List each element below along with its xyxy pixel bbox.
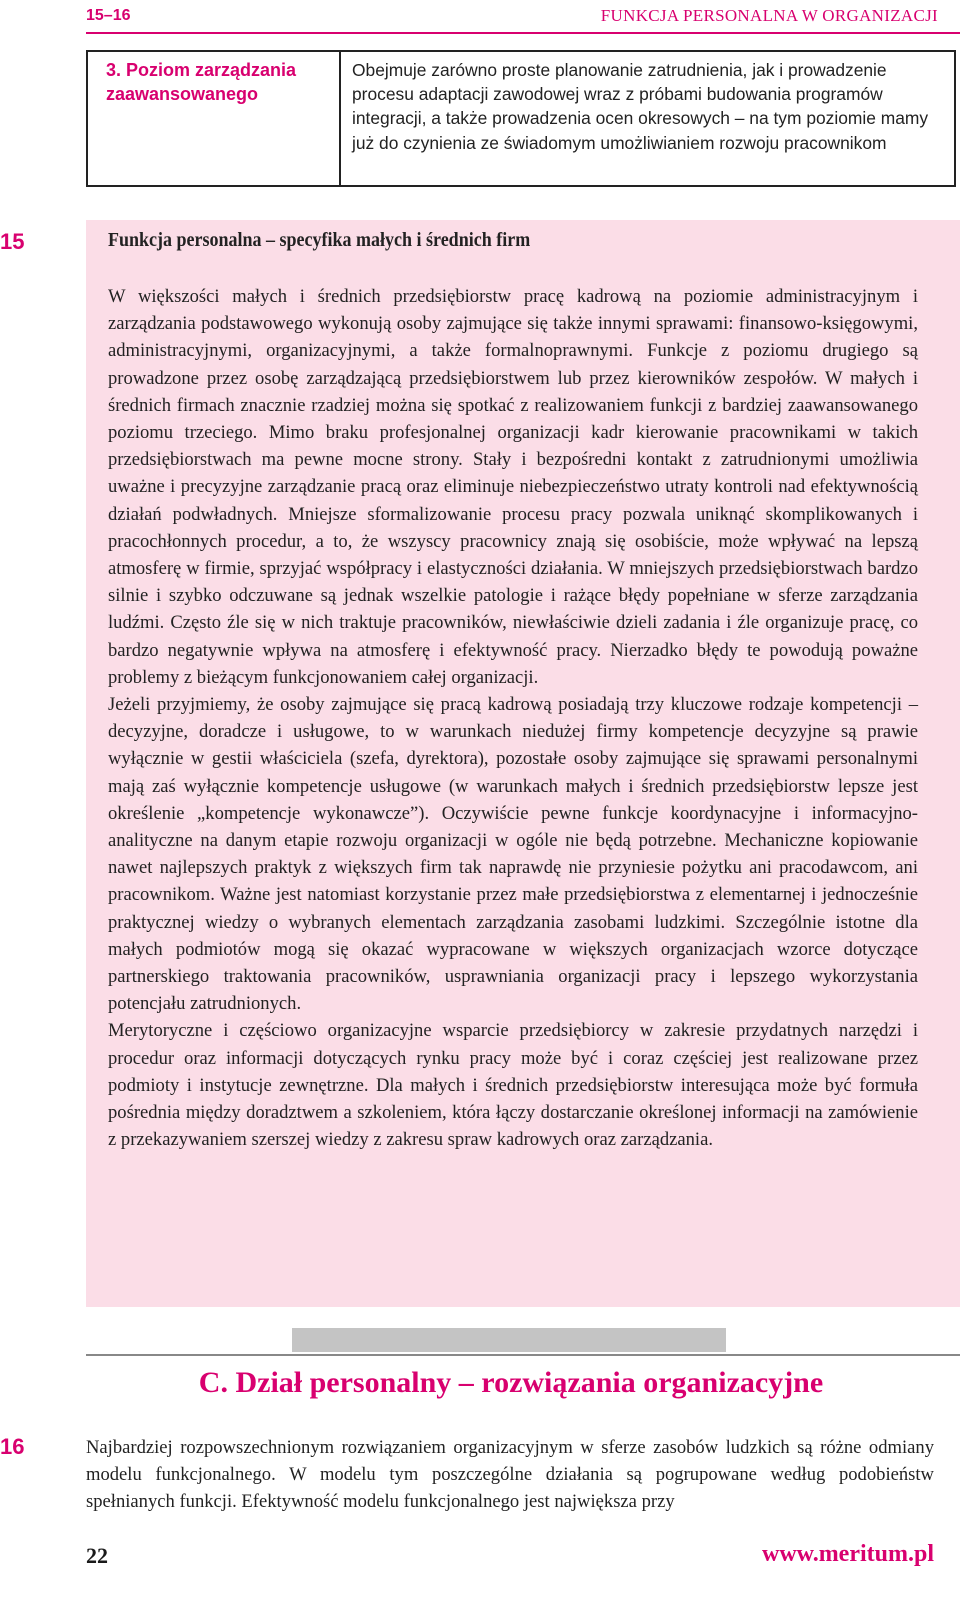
paragraph: Merytoryczne i częściowo organizacyjne wsparcie przedsiębiorcy w zakresie przydatnych narzędzi i procedur oraz informacji dotyczących rynku pracy może być i coraz częściej jest realizowane przez podmioty i instytucje zewnętrzne. Dla małych i średnich przedsiębiorstw interesująca może być formuła pośrednia między doradztwem a szkoleniem, która łączy dostarczanie określonej informacji na zamówienie z przekazywaniem szerszej wiedzy z zakresu spraw kadrowych oraz zarządzania.	[108, 1020, 918, 1151]
section-title: Funkcja personalna – specyfika małych i średnich firm	[108, 229, 531, 251]
website-link[interactable]: www.meritum.pl	[762, 1541, 934, 1567]
page-number: 22	[86, 1543, 108, 1568]
section-body	[108, 283, 918, 1154]
header-chapter-title: FUNKCJA PERSONALNA W ORGANIZACJI	[600, 6, 938, 25]
paragraph-number-16: 16	[0, 1434, 25, 1459]
header-page-range: 15–16	[86, 7, 131, 24]
chapter-rule	[86, 1354, 960, 1356]
table-divider	[339, 52, 341, 185]
section-16-body	[86, 1434, 934, 1516]
paragraph: Jeżeli przyjmiemy, że osoby zajmujące się pracą kadrową posiadają trzy kluczowe rodzaje kompetencji – decyzyjne, doradcze i usługowe, to w warunkach niedużej firmy kompetencje decyzyjne są prawie wyłącznie w gestii właściciela (szefa, dyrektora), pozostałe osoby zajmujące się sprawami personalnymi mają zaś wyłącznie kompetencje usługowe (w warunkach małych i średnich przedsiębiorstw lepsze jest określenie „kompetencje wykonawcze”). Oczywiście pewne funkcje koordynacyjne i informacyjno-analityczne na danym etapie rozwoju organizacji w ogóle nie będą potrzebne. Mechaniczne kopiowanie nawet najlepszych praktyk z większych firm tak naprawdę nie przyniesie pożytku ani pracodawcom, ani pracownikom. Ważne jest natomiast korzystanie przez małe przedsiębiorstwa z elementarnej i jednocześnie praktycznej wiedzy o wybranych elementach zarządzania zasobami ludzkimi. Szczególnie istotne dla małych podmiotów mogą się okazać wypracowane w większych organizacjach wzorce dotyczące partnerskiego traktowania pracowników, usprawniania organizacji pracy i lepszego wykorzystania potencjału zatrudnionych.	[108, 694, 918, 1015]
chapter-heading: C. Dział personalny – rozwiązania organizacyjne	[198, 1366, 824, 1399]
levels-table-row	[86, 50, 956, 187]
paragraph: W większości małych i średnich przedsiębiorstw pracę kadrową na poziomie administracyjnym i zarządzania podstawowego wykonują osoby zajmujące się także innymi sprawami: finansowo-księgowymi, administracyjnymi, organizacyjnymi, a także formalnoprawnymi. Funkcje z poziomu drugiego są prowadzone przez osobę zarządzającą przedsiębiorstwem lub przez kierowników zespołów. W małych i średnich firmach znacznie rzadziej można się spotkać z realizowaniem funkcji z bardziej zaawansowanego poziomu trzeciego. Mimo braku profesjonalnej organizacji kadr kierowanie pracownikami w takich przedsiębiorstwach ma pewne mocne strony. Stały i bezpośredni kontakt z zatrudnionymi umożliwia uważne i precyzyjne zarządzanie pracą oraz eliminuje niebezpieczeństwo utraty kontroli nad efektywnością działań podwładnych. Mniejsze sformalizowanie procesu pracy pozwala uniknąć skomplikowanych i pracochłonnych procedur, a to, że wszyscy pracownicy znają się osobiście, może wpływać na lepszą atmosferę w firmie, sprzyjać współpracy i elastyczności działania. W mniejszych przedsiębiorstwach bardzo silnie i szybko odczuwane są jednak wszelkie patologie i rażące błędy popełniane w sferze zarządzania ludźmi. Często źle się w nich traktuje pracowników, niewłaściwie dzieli zadania i źle organizuje pracę, co bardzo negatywnie wpływa na atmosferę i efektywność pracy. Nierzadko błędy te powodują poważne problemy z bieżącym funkcjonowaniem całej organizacji.	[108, 286, 918, 688]
paragraph: Najbardziej rozpowszechnionym rozwiązaniem organizacyjnym w sferze zasobów ludzkich są różne odmiany modelu funkcjonalnego. W modelu tym poszczególne działania są pogrupowane według podobieństw spełnianych funkcji. Efektywność modelu funkcjonalnego jest największa przy	[86, 1437, 934, 1513]
chapter-grey-bar	[292, 1328, 726, 1352]
table-level-label: 3. Poziom zarządzania zaawansowanego	[106, 60, 297, 104]
paragraph-number-15: 15	[0, 229, 25, 254]
table-level-description: Obejmuje zarówno proste planowanie zatrudnienia, jak i prowadzenie procesu adaptacji zawodowej wraz z próbami budowania programów integracji, a także prowadzenia ocen okresowych – na tym poziomie mamy już do czynienia ze świadomym umożliwianiem rozwoju pracownikom	[352, 60, 929, 153]
header-rule	[86, 32, 960, 34]
